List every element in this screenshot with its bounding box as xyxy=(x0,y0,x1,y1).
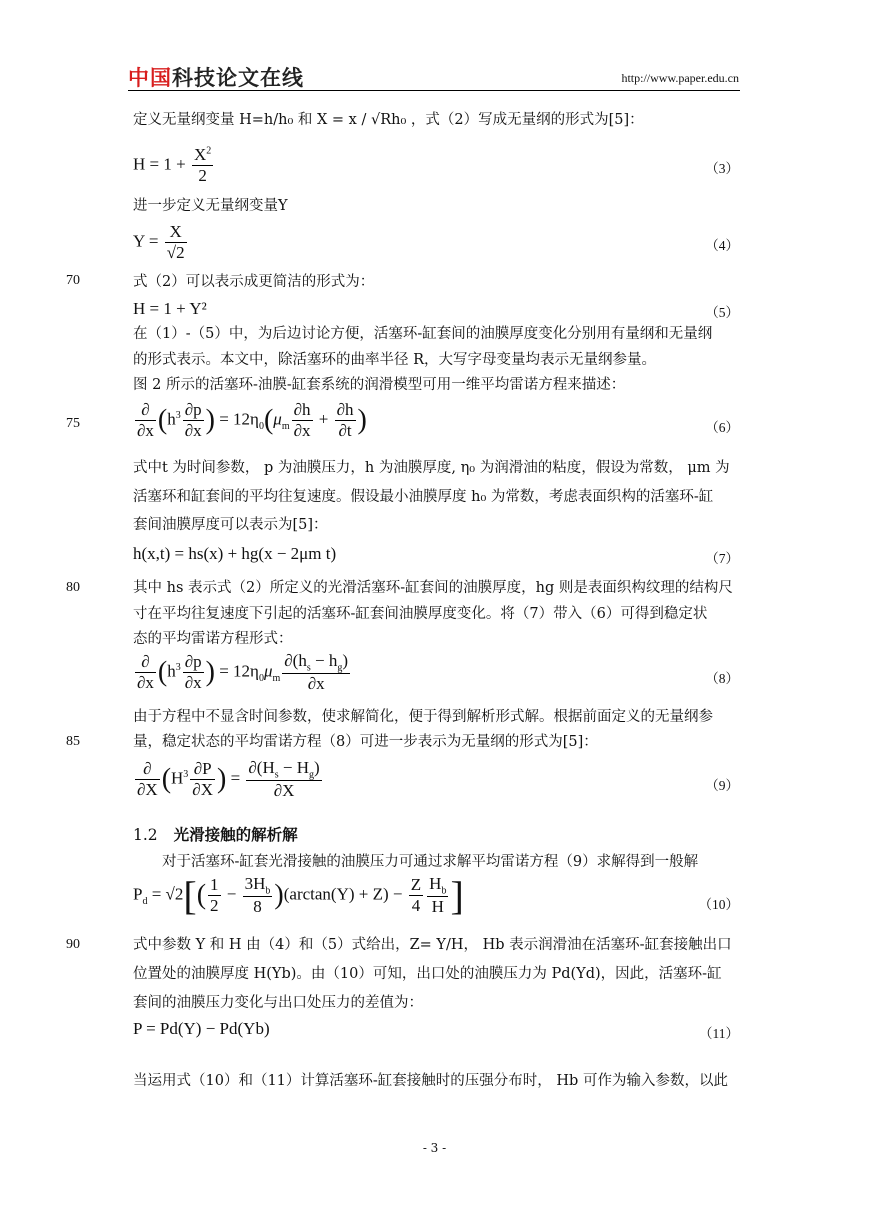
text-line: 套间油膜厚度可以表示为[5]： xyxy=(133,517,328,533)
equation-9: $\frac{\partial}{\partial X}$ ($H^3$ $\frac{\partial P}{\partial X}$ ) = $\frac{\partial(H_s - H_g)}{\partial X}$ xyxy=(137,758,320,801)
text-line: 进一步定义无量纲变量Y xyxy=(133,198,288,214)
text-line: 在（1）-（5）中，为后边讨论方便，活塞环-缸套间的油膜厚度变化分别用有量纲和无量纲 xyxy=(133,326,713,342)
equation-7: h(x,t) = hs(x) + hg(x − 2μm t) xyxy=(133,544,337,563)
page-number: - 3 - xyxy=(422,1141,447,1155)
text-line: 式中参数 Y 和 H 由（4）和（5）式给出，Z= Y/H， Hb 表示润滑油在活塞环-缸套接触出口 xyxy=(133,937,732,953)
text-line: 量，稳定状态的平均雷诺方程（8）可进一步表示为无量纲的形式为[5]： xyxy=(133,734,598,750)
header-rule xyxy=(128,90,740,91)
line-number: 85 xyxy=(66,734,80,749)
text-line: 图 2 所示的活塞环-油膜-缸套系统的润滑模型可用一维平均雷诺方程来描述： xyxy=(133,377,626,393)
equation-10: $P_d = √2$[( $\frac{1}{2}$ − $\frac{3H_b}{8}$ )(arctan(Y) + Z) − $\frac{Z}{4}$ $\frac{H_b}{H}$ ] xyxy=(133,873,464,918)
text-line: 寸在平均往复速度下引起的活塞环-缸套间油膜厚度变化。将（7）带入（6）可得到稳定状 xyxy=(133,606,708,622)
equation-8: $\frac{\partial}{\partial x}$ ($h^3$ $\frac{\partial p}{\partial x}$ ) = $12\eta_0\mu_m$ $\frac{\partial(h_s - h_g)}{\partial x}$ xyxy=(137,651,349,694)
equation-number: （9） xyxy=(705,778,739,793)
equation-5: H = 1 + Y² xyxy=(133,299,207,318)
equation-number: （4） xyxy=(705,238,739,253)
line-number: 75 xyxy=(66,416,80,431)
equation-3: H = 1 + $\frac{X^2}{2}$ xyxy=(133,145,212,185)
line-number: 70 xyxy=(66,273,80,288)
equation-number: （7） xyxy=(705,551,739,566)
equation-number: （11） xyxy=(699,1026,739,1041)
text-line: 态的平均雷诺方程形式： xyxy=(133,631,293,647)
equation-number: （6） xyxy=(705,420,739,435)
text-line: 活塞环和缸套间的平均往复速度。假设最小油膜厚度 h₀ 为常数，考虑表面织构的活塞环-缸 xyxy=(133,489,714,505)
text-line: 定义无量纲变量 H=h/h₀ 和 X = x / √Rh₀ ，式（2）写成无量纲的形式为[5]： xyxy=(133,112,644,128)
text-line: 对于活塞环-缸套光滑接触的油膜压力可通过求解平均雷诺方程（9）求解得到一般解 xyxy=(162,854,699,870)
text-line: 式（2）可以表示成更简洁的形式为： xyxy=(133,274,375,290)
line-number: 90 xyxy=(66,937,80,952)
equation-11: P = Pd(Y) − Pd(Yb) xyxy=(133,1019,270,1038)
equation-4: Y = $\frac{X}{√2}$ xyxy=(133,222,185,262)
text-line: 的形式表示。本文中，除活塞环的曲率半径 R，大写字母变量均表示无量纲参量。 xyxy=(133,352,657,368)
text-line: 其中 hs 表示式（2）所定义的光滑活塞环-缸套间的油膜厚度，hg 则是表面织构纹理的结构尺 xyxy=(133,580,733,596)
section-heading: 1.2 光滑接触的解析解 xyxy=(133,825,298,844)
equation-number: （10） xyxy=(698,897,739,912)
text-line: 位置处的油膜厚度 H(Yb)。由（10）可知，出口处的油膜压力为 Pd(Yd)，因此，活塞环-缸 xyxy=(133,966,722,982)
text-line: 当运用式（10）和（11）计算活塞环-缸套接触时的压强分布时， Hb 可作为输入参数，以此 xyxy=(133,1073,728,1089)
text-line: 由于方程中不显含时间参数，使求解简化，便于得到解析形式解。根据前面定义的无量纲参 xyxy=(133,709,713,725)
text-line: 式中t 为时间参数， p 为油膜压力，h 为油膜厚度, η₀ 为润滑油的粘度，假设为常数， μm 为 xyxy=(133,460,730,476)
equation-number: （8） xyxy=(705,671,739,686)
line-number: 80 xyxy=(66,580,80,595)
equation-number: （5） xyxy=(705,305,739,320)
equation-6: $\frac{\partial}{\partial x}$ ($h^3$ $\frac{\partial p}{\partial x}$ ) = $12\eta_0(\mu_m$ $\frac{\partial h}{\partial x}$ + $\frac{\partial h}{\partial t}$ ) xyxy=(137,400,367,440)
text-line: 套间的油膜压力变化与出口处压力的差值为： xyxy=(133,995,423,1011)
journal-logo: 中国科技论文在线 xyxy=(128,66,304,90)
equation-number: （3） xyxy=(705,161,739,176)
header-url: http://www.paper.edu.cn xyxy=(621,71,739,85)
